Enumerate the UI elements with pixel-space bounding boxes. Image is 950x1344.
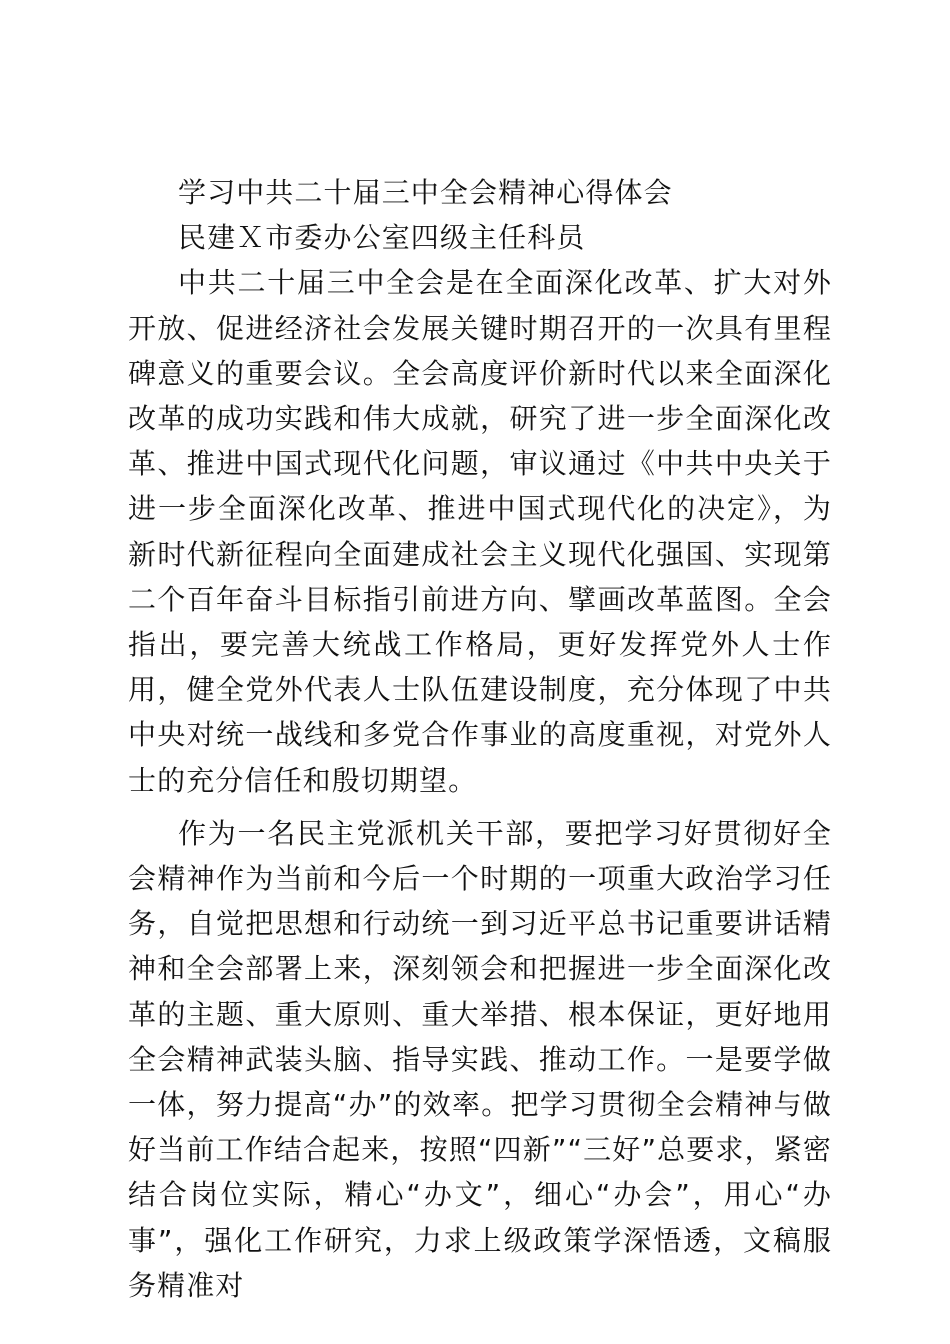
document-author: 民建Ｘ市委办公室四级主任科员: [178, 221, 586, 255]
document-body: [128, 170, 832, 1308]
paragraph-2: 作为一名民主党派机关干部，要把学习好贯彻好全会精神作为当前和今后一个时期的一项重大政治学习任务，自觉把思想和行动统一到习近平总书记重要讲话精神和全会部署上来，深刻领会和把握进一步全面深化改革的主题、重大原则、重大举措、根本保证，更好地用全会精神武装头脑、指导实践、推动工作。一是要学做一体，努力提高“办”的效率。把学习贯彻全会精神与做好当前工作结合起来，按照“四新”“三好”总要求，紧密结合岗位实际，精心“办文”，细心“办会”，用心“办事”，强化工作研究，力求上级政策学深悟透，文稿服务精准对: [128, 816, 832, 1302]
paragraph-1: 中共二十届三中全会是在全面深化改革、扩大对外开放、促进经济社会发展关键时期召开的一次具有里程碑意义的重要会议。全会高度评价新时代以来全面深化改革的成功实践和伟大成就，研究了进一步全面深化改革、推进中国式现代化问题，审议通过《中共中央关于进一步全面深化改革、推进中国式现代化的决定》，为新时代新征程向全面建成社会主义现代化强国、实现第二个百年奋斗目标指引前进方向、擘画改革蓝图。全会指出，要完善大统战工作格局，更好发挥党外人士作用，健全党外代表人士队伍建设制度，充分体现了中共中央对统一战线和多党合作事业的高度重视，对党外人士的充分信任和殷切期望。: [128, 266, 832, 797]
document-title: 学习中共二十届三中全会精神心得体会: [178, 176, 673, 209]
